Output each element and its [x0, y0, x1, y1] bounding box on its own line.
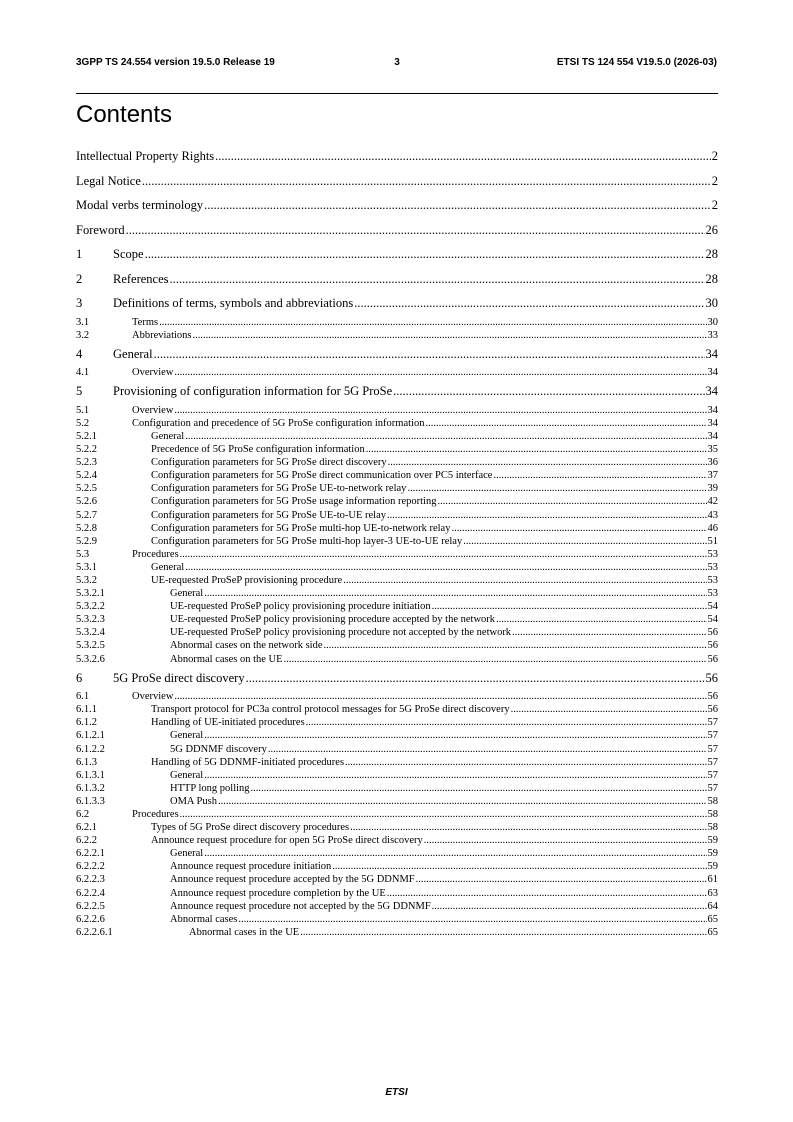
- toc-entry-title[interactable]: Configuration parameters for 5G ProSe direct discovery: [151, 457, 387, 469]
- toc-dot-leader: [142, 169, 711, 194]
- header-rule: [76, 93, 718, 94]
- toc-entry-number: 5.3.2.6: [76, 653, 105, 665]
- toc-dot-leader: [366, 443, 707, 456]
- toc-entry[interactable]: [76, 561, 718, 574]
- toc-entry[interactable]: [76, 417, 718, 430]
- toc-entry-page[interactable]: 61: [707, 874, 718, 886]
- toc-entry-page[interactable]: 46: [707, 522, 718, 534]
- toc-dot-leader: [174, 404, 706, 417]
- header-spec-version: 3GPP TS 24.554 version 19.5.0 Release 19: [76, 57, 275, 68]
- toc-entry[interactable]: [76, 653, 718, 666]
- toc-entry-number: 6.1.3.2: [76, 782, 105, 794]
- toc-entry-page[interactable]: 53: [707, 588, 718, 600]
- toc-entry[interactable]: [76, 291, 718, 316]
- toc-entry-number: 5.3.2.2: [76, 601, 105, 613]
- toc-entry[interactable]: [76, 639, 718, 652]
- toc-dot-leader: [387, 509, 706, 522]
- toc-entry[interactable]: [76, 847, 718, 860]
- toc-entry-number: 6.2.2.6.1: [76, 926, 113, 938]
- toc-entry[interactable]: [76, 329, 718, 342]
- toc-entry[interactable]: [76, 834, 718, 847]
- toc-entry-page[interactable]: 57: [707, 782, 718, 794]
- toc-entry-number: 2: [76, 271, 83, 286]
- toc-entry-title[interactable]: Foreword: [76, 222, 125, 237]
- toc-entry-title[interactable]: General: [151, 561, 185, 573]
- toc-entry-title[interactable]: General: [170, 588, 204, 600]
- toc-entry-number: 6.1.3.1: [76, 769, 105, 781]
- toc-entry-title[interactable]: Transport protocol for PC3a control protocol messages for 5G ProSe direct discovery: [151, 704, 510, 716]
- toc-dot-leader: [246, 666, 705, 691]
- toc-dot-leader: [424, 834, 707, 847]
- toc-entry-page[interactable]: 53: [707, 575, 718, 586]
- toc-entry-page[interactable]: 30: [707, 316, 718, 328]
- toc-entry-number: 6.1.3: [76, 756, 97, 768]
- toc-entry[interactable]: [76, 366, 718, 379]
- toc-dot-leader: [218, 795, 707, 808]
- toc-entry-page[interactable]: 64: [707, 900, 718, 912]
- toc-dot-leader: [324, 639, 707, 652]
- toc-entry-page[interactable]: 58: [707, 822, 718, 834]
- toc-dot-leader: [432, 600, 707, 613]
- toc-dot-leader: [432, 900, 707, 913]
- toc-entry[interactable]: [76, 482, 718, 495]
- toc-entry-number: 6.2.2.6: [76, 913, 105, 925]
- toc-dot-leader: [193, 329, 707, 342]
- toc-entry-page[interactable]: 34: [705, 346, 718, 361]
- toc-entry-page[interactable]: 2: [711, 173, 718, 188]
- toc-entry-page[interactable]: 36: [707, 457, 718, 469]
- page-title: Contents: [76, 101, 173, 128]
- toc-entry-page[interactable]: 56: [707, 653, 718, 665]
- toc-entry[interactable]: [76, 808, 718, 821]
- toc-entry-page[interactable]: 34: [705, 384, 718, 399]
- toc-dot-leader: [493, 469, 706, 482]
- toc-entry-page[interactable]: 34: [707, 430, 718, 442]
- toc-entry-title[interactable]: UE-requested ProSeP policy provisioning procedure initiation: [170, 601, 431, 613]
- toc-entry-title[interactable]: Procedures: [132, 548, 179, 560]
- toc-entry-title[interactable]: Provisioning of configuration information for 5G ProSe: [113, 384, 393, 399]
- toc-dot-leader: [185, 561, 706, 574]
- toc-entry-title[interactable]: Overview: [132, 367, 174, 379]
- toc-dot-leader: [154, 342, 705, 367]
- toc-entry-title[interactable]: 5G DDNMF discovery: [170, 743, 267, 755]
- toc-dot-leader: [159, 316, 706, 329]
- toc-entry-title[interactable]: Modal verbs terminology: [76, 198, 204, 212]
- toc-entry-title[interactable]: Terms: [132, 316, 159, 328]
- toc-entry-number: 6.1.2.1: [76, 730, 105, 742]
- toc-entry-page[interactable]: 2: [711, 198, 718, 212]
- toc-entry[interactable]: [76, 666, 718, 691]
- toc-entry-number: 5.2.2: [76, 444, 97, 456]
- toc-dot-leader: [180, 548, 707, 561]
- toc-entry-number: 5.2: [76, 417, 90, 429]
- toc-entry-number: 6.1.3.3: [76, 795, 105, 807]
- toc-entry-page[interactable]: 56: [707, 691, 718, 703]
- toc-entry-page[interactable]: 57: [707, 717, 718, 729]
- toc-entry[interactable]: [76, 379, 718, 404]
- toc-entry[interactable]: [76, 703, 718, 716]
- toc-entry-page[interactable]: 59: [707, 835, 718, 847]
- toc-dot-leader: [306, 716, 707, 729]
- toc-entry-title[interactable]: Configuration parameters for 5G ProSe UE-to-network relay: [151, 483, 407, 495]
- toc-dot-leader: [204, 587, 706, 600]
- toc-entry-number: 6.1.2: [76, 717, 97, 729]
- toc-entry-number: 5.2.8: [76, 522, 97, 534]
- toc-entry[interactable]: [76, 873, 718, 886]
- toc-entry-page[interactable]: 56: [705, 670, 718, 685]
- toc-entry-page[interactable]: 63: [707, 887, 718, 899]
- toc-entry-page[interactable]: 56: [707, 640, 718, 652]
- toc-entry-title[interactable]: Abnormal cases: [170, 913, 238, 925]
- toc-entry-number: 1: [76, 247, 83, 261]
- toc-entry-number: 3.2: [76, 329, 90, 341]
- toc-dot-leader: [463, 535, 706, 548]
- toc-entry-number: 5.3.1: [76, 561, 97, 573]
- toc-entry-title[interactable]: Configuration parameters for 5G ProSe UE-to-UE relay: [151, 509, 387, 521]
- toc-entry-title[interactable]: Precedence of 5G ProSe configuration information: [151, 444, 365, 456]
- toc-dot-leader: [170, 267, 705, 292]
- toc-entry-title[interactable]: Configuration parameters for 5G ProSe usage information reporting: [151, 496, 437, 508]
- toc-entry[interactable]: [76, 782, 718, 795]
- toc-entry[interactable]: [76, 795, 718, 808]
- toc-entry[interactable]: [76, 404, 718, 417]
- toc-entry-number: 5.3.2.5: [76, 640, 105, 652]
- toc-dot-leader: [204, 769, 706, 782]
- toc-entry[interactable]: [76, 430, 718, 443]
- toc-entry[interactable]: [76, 860, 718, 873]
- toc-entry-number: 5.2.1: [76, 430, 97, 442]
- toc-dot-leader: [343, 574, 706, 587]
- toc-entry-page[interactable]: 57: [707, 769, 718, 781]
- header-page-number: 3: [394, 57, 400, 68]
- toc-entry-title[interactable]: Announce request procedure completion by the UE: [170, 887, 386, 899]
- toc-dot-leader: [180, 808, 707, 821]
- toc-entry-number: 5.2.3: [76, 457, 97, 469]
- toc-entry[interactable]: [76, 522, 718, 535]
- toc-entry-title[interactable]: Types of 5G ProSe direct discovery procedures: [151, 822, 350, 834]
- toc-entry-title[interactable]: Configuration and precedence of 5G ProSe configuration information: [132, 417, 425, 429]
- toc-entry-title[interactable]: Intellectual Property Rights: [76, 149, 215, 163]
- toc-entry[interactable]: [76, 600, 718, 613]
- toc-dot-leader: [437, 495, 706, 508]
- toc-entry-page[interactable]: 37: [707, 470, 718, 482]
- toc-entry-title[interactable]: Abnormal cases on the network side: [170, 640, 323, 652]
- toc-entry-title[interactable]: Announce request procedure not accepted by the 5G DDNMF: [170, 900, 431, 912]
- toc-dot-leader: [251, 782, 707, 795]
- toc-entry-number: 5.3: [76, 548, 90, 560]
- toc-entry[interactable]: [76, 756, 718, 769]
- toc-entry-page[interactable]: 56: [707, 627, 718, 639]
- toc-entry-number: 5.3.2.1: [76, 588, 105, 600]
- toc-entry[interactable]: [76, 769, 718, 782]
- toc-dot-leader: [300, 926, 706, 939]
- toc-entry-title[interactable]: General: [170, 730, 204, 742]
- toc-entry-number: 6.2.2.3: [76, 874, 105, 886]
- toc-dot-leader: [354, 291, 704, 316]
- toc-entry[interactable]: [76, 495, 718, 508]
- toc-entry-title[interactable]: General: [170, 848, 204, 860]
- toc-entry[interactable]: [76, 548, 718, 561]
- toc-entry-page[interactable]: 34: [707, 404, 718, 416]
- toc-entry-number: 6.2.2: [76, 835, 97, 847]
- toc-entry-title[interactable]: Configuration parameters for 5G ProSe multi-hop layer-3 UE-to-UE relay: [151, 535, 463, 547]
- toc-dot-leader: [425, 417, 706, 430]
- toc-entry[interactable]: [76, 535, 718, 548]
- table-of-contents: [76, 144, 718, 939]
- toc-entry[interactable]: [76, 218, 718, 243]
- footer-etsi: ETSI: [385, 1087, 408, 1098]
- toc-entry-number: 5.2.5: [76, 483, 97, 495]
- toc-entry-number: 5: [76, 384, 83, 399]
- toc-dot-leader: [496, 613, 706, 626]
- toc-entry-number: 6: [76, 670, 83, 685]
- toc-entry-title[interactable]: Configuration parameters for 5G ProSe direct communication over PC5 interface: [151, 470, 493, 482]
- toc-entry[interactable]: [76, 574, 718, 587]
- toc-entry[interactable]: [76, 729, 718, 742]
- toc-entry-page[interactable]: 57: [707, 730, 718, 742]
- toc-entry-page[interactable]: 51: [707, 535, 718, 547]
- toc-entry-page[interactable]: 57: [707, 756, 718, 768]
- toc-dot-leader: [388, 456, 707, 469]
- toc-entry[interactable]: [76, 587, 718, 600]
- toc-entry-number: 5.1: [76, 404, 90, 416]
- toc-entry-number: 3.1: [76, 316, 90, 328]
- toc-dot-leader: [204, 729, 706, 742]
- toc-entry[interactable]: [76, 887, 718, 900]
- toc-dot-leader: [145, 242, 705, 267]
- toc-entry-title[interactable]: General: [151, 430, 185, 442]
- toc-entry-title[interactable]: Definitions of terms, symbols and abbreviations: [113, 296, 354, 310]
- toc-entry-title[interactable]: Handling of UE-initiated procedures: [151, 717, 305, 729]
- toc-entry[interactable]: [76, 821, 718, 834]
- toc-dot-leader: [174, 366, 706, 379]
- toc-entry-page[interactable]: 58: [707, 795, 718, 807]
- toc-dot-leader: [332, 860, 706, 873]
- toc-dot-leader: [345, 756, 706, 769]
- toc-entry[interactable]: [76, 144, 718, 169]
- toc-entry[interactable]: [76, 267, 718, 292]
- header-etsi-reference: ETSI TS 124 554 V19.5.0 (2026-03): [556, 57, 717, 68]
- toc-entry-page[interactable]: 33: [707, 329, 718, 341]
- toc-entry-title[interactable]: Abnormal cases on the UE: [170, 653, 283, 665]
- toc-entry[interactable]: [76, 456, 718, 469]
- toc-entry-number: 5.2.9: [76, 535, 97, 547]
- toc-entry-number: 5.2.4: [76, 470, 97, 482]
- toc-entry-title[interactable]: References: [113, 271, 169, 286]
- toc-entry-number: 5.3.2: [76, 575, 97, 586]
- toc-entry-title[interactable]: HTTP long polling: [170, 782, 250, 794]
- toc-entry-page[interactable]: 59: [707, 861, 718, 873]
- toc-dot-leader: [512, 626, 706, 639]
- toc-entry-number: 6.2.2.1: [76, 848, 105, 860]
- toc-dot-leader: [350, 821, 706, 834]
- toc-entry-number: 4.1: [76, 367, 90, 379]
- toc-entry-number: 6.1.2.2: [76, 743, 105, 755]
- toc-entry-number: 6.2.2.5: [76, 900, 105, 912]
- toc-entry-page[interactable]: 56: [707, 704, 718, 716]
- toc-entry-page[interactable]: 53: [707, 548, 718, 560]
- toc-entry-title[interactable]: Abbreviations: [132, 329, 192, 341]
- toc-entry-page[interactable]: 34: [707, 417, 718, 429]
- toc-entry[interactable]: [76, 913, 718, 926]
- toc-entry-number: 5.3.2.4: [76, 627, 105, 639]
- toc-dot-leader: [451, 522, 706, 535]
- toc-entry[interactable]: [76, 242, 718, 267]
- toc-entry-title[interactable]: UE-requested ProSeP provisioning procedure: [151, 575, 343, 586]
- toc-entry-title[interactable]: OMA Push: [170, 795, 217, 807]
- toc-dot-leader: [174, 690, 706, 703]
- toc-entry[interactable]: [76, 743, 718, 756]
- toc-dot-leader: [204, 847, 706, 860]
- toc-entry[interactable]: [76, 613, 718, 626]
- toc-dot-leader: [238, 913, 706, 926]
- toc-entry[interactable]: [76, 342, 718, 367]
- toc-entry-page[interactable]: 35: [707, 444, 718, 456]
- toc-entry[interactable]: [76, 443, 718, 456]
- toc-entry-page[interactable]: 2: [711, 149, 718, 163]
- toc-entry-title[interactable]: Overview: [132, 404, 174, 416]
- toc-entry-number: 6.2.2.2: [76, 861, 105, 873]
- toc-entry-number: 6.2: [76, 809, 90, 820]
- toc-entry-number: 6.1: [76, 691, 90, 703]
- toc-dot-leader: [268, 743, 707, 756]
- toc-dot-leader: [387, 887, 707, 900]
- toc-entry-number: 5.2.7: [76, 509, 97, 521]
- toc-dot-leader: [204, 193, 711, 218]
- toc-dot-leader: [393, 379, 704, 404]
- toc-entry-title[interactable]: Procedures: [132, 809, 179, 820]
- toc-entry-title[interactable]: Abnormal cases in the UE: [189, 926, 300, 938]
- toc-entry-title[interactable]: Legal Notice: [76, 173, 141, 188]
- toc-entry-page[interactable]: 53: [707, 561, 718, 573]
- toc-entry-page[interactable]: 43: [707, 509, 718, 521]
- toc-entry-page[interactable]: 65: [707, 926, 718, 938]
- toc-entry-title[interactable]: 5G ProSe direct discovery: [113, 670, 245, 685]
- toc-entry-title[interactable]: Configuration parameters for 5G ProSe multi-hop UE-to-network relay: [151, 522, 451, 534]
- toc-entry[interactable]: [76, 926, 718, 939]
- toc-entry-title[interactable]: Handling of 5G DDNMF-initiated procedures: [151, 756, 345, 768]
- toc-entry-page[interactable]: 58: [707, 809, 718, 820]
- toc-dot-leader: [284, 653, 707, 666]
- toc-entry[interactable]: [76, 316, 718, 329]
- toc-entry[interactable]: [76, 469, 718, 482]
- toc-entry[interactable]: [76, 900, 718, 913]
- toc-entry-page[interactable]: 28: [705, 247, 718, 261]
- toc-entry-number: 5.3.2.3: [76, 614, 105, 626]
- toc-entry-page[interactable]: 65: [707, 913, 718, 925]
- toc-entry-page[interactable]: 28: [705, 271, 718, 286]
- toc-entry-page[interactable]: 39: [707, 483, 718, 495]
- toc-entry-page[interactable]: 59: [707, 848, 718, 860]
- toc-entry-title[interactable]: General: [170, 769, 204, 781]
- toc-entry-number: 3: [76, 296, 83, 310]
- toc-entry-page[interactable]: 34: [707, 367, 718, 379]
- toc-entry[interactable]: [76, 193, 718, 218]
- toc-dot-leader: [185, 430, 706, 443]
- toc-entry-page[interactable]: 30: [705, 296, 718, 310]
- toc-dot-leader: [126, 218, 705, 243]
- toc-entry-page[interactable]: 54: [707, 601, 718, 613]
- toc-entry-title[interactable]: UE-requested ProSeP policy provisioning procedure accepted by the network: [170, 614, 496, 626]
- toc-entry-number: 6.2.1: [76, 822, 97, 834]
- toc-entry-title[interactable]: Scope: [113, 247, 144, 261]
- toc-entry-title[interactable]: Announce request procedure initiation: [170, 861, 332, 873]
- toc-entry[interactable]: [76, 169, 718, 194]
- toc-entry-page[interactable]: 54: [707, 614, 718, 626]
- toc-entry-number: 6.2.2.4: [76, 887, 105, 899]
- toc-entry[interactable]: [76, 690, 718, 703]
- toc-entry[interactable]: [76, 626, 718, 639]
- toc-dot-leader: [511, 703, 707, 716]
- toc-dot-leader: [407, 482, 706, 495]
- toc-entry[interactable]: [76, 509, 718, 522]
- toc-dot-leader: [215, 144, 711, 169]
- toc-entry-title[interactable]: UE-requested ProSeP policy provisioning procedure not accepted by the network: [170, 627, 512, 639]
- toc-entry-page[interactable]: 26: [705, 222, 718, 237]
- toc-entry-title[interactable]: General: [113, 346, 153, 361]
- toc-entry[interactable]: [76, 716, 718, 729]
- toc-entry-title[interactable]: Announce request procedure for open 5G ProSe direct discovery: [151, 835, 423, 847]
- toc-entry-number: 5.2.6: [76, 496, 97, 508]
- toc-entry-number: 4: [76, 346, 83, 361]
- toc-entry-page[interactable]: 42: [707, 496, 718, 508]
- toc-entry-title[interactable]: Announce request procedure accepted by the 5G DDNMF: [170, 874, 415, 886]
- toc-dot-leader: [416, 873, 707, 886]
- toc-entry-number: 6.1.1: [76, 704, 97, 716]
- toc-entry-page[interactable]: 57: [707, 743, 718, 755]
- toc-entry-title[interactable]: Overview: [132, 691, 174, 703]
